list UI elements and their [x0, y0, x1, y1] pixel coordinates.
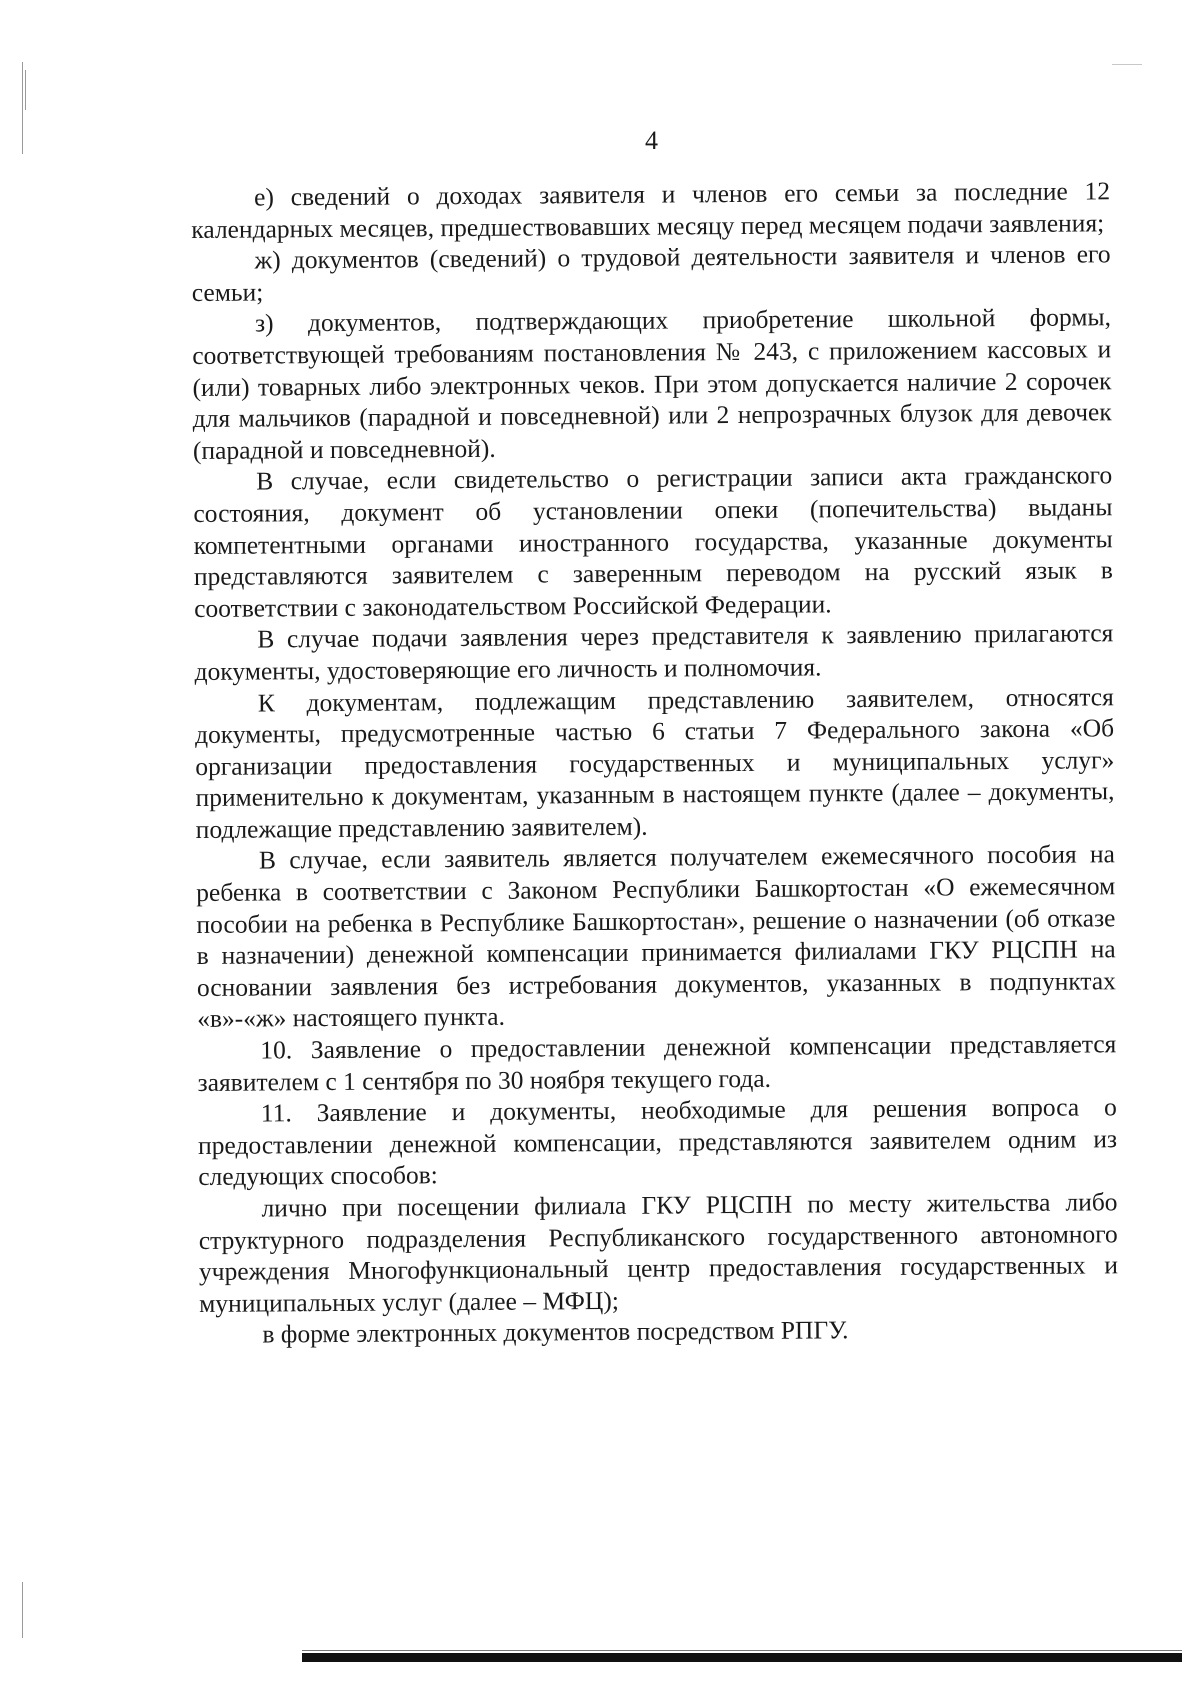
paragraph-item-zh: ж) документов (сведений) о трудовой деятельности заявителя и членов его семьи;: [191, 239, 1111, 307]
paragraph-applicant-documents: К документам, подлежащим представлению заявителем, относятся документы, предусмотренные частью 6 статьи 7 Федерального закона «Об организации предоставления государственных и муниципальных услуг» применительно к документам, указанным в настоящем пункте (далее – документы, подлежащие представлению заявителем).: [194, 681, 1115, 844]
scan-edge-mark: [25, 70, 26, 110]
paragraph-electronic: в форме электронных документов посредством РПГУ.: [262, 1315, 849, 1349]
paragraph-clause-11: 11. Заявление и документы, необходимые для решения вопроса о предоставлении денежной компенсации, представляются заявителем одним из следующих способов:: [197, 1092, 1118, 1192]
paragraph-item-e: е) сведений о доходах заявителя и членов его семьи за последние 12 календарных месяцев, предшествовавших месяцу перед месяцем подачи заявления;: [191, 176, 1111, 244]
scan-bottom-edge-bar: [302, 1653, 1182, 1662]
paragraph-foreign-documents: В случае, если свидетельство о регистрации записи акта гражданского состояния, документ об установлении опеки (попечительства) выданы компетентными органами иностранного государства, указанные документы представляются заявителем с заверенным переводом на русский язык в соответствии с законодательством Российской Федерации.: [193, 460, 1113, 623]
paragraph-item-z: з) документов, подтверждающих приобретение школьной формы, соответствующей требованиям постановления № 243, с приложением кассовых и (или) товарных либо электронных чеков. При этом допускается наличие 2 сорочек для мальчиков (парадной и повседневной) или 2 непрозрачных блузок для девочек (парадной и повседневной).: [192, 302, 1112, 465]
paragraph-representative: В случае подачи заявления через представителя к заявлению прилагаются документы, удостоверяющие его личность и полномочия.: [194, 618, 1114, 686]
scan-edge-mark: [1112, 64, 1142, 65]
page-number: 4: [645, 126, 658, 155]
scan-edge-mark: [22, 1582, 23, 1638]
paragraph-in-person: лично при посещении филиала ГКУ РЦСПН по месту жительства либо структурного подразделения Республиканского государственного автономного учреждения Многофункциональный центр предоставления государственных и муниципальных услуг (далее – МФЦ);: [198, 1187, 1119, 1318]
scan-bottom-edge-line: [302, 1650, 1182, 1651]
document-body: [191, 175, 1119, 1351]
paragraph-clause-10: 10. Заявление о предоставлении денежной компенсации представляется заявителем с 1 сентября по 30 ноября текущего года.: [197, 1029, 1117, 1097]
paragraph-monthly-allowance: В случае, если заявитель является получателем ежемесячного пособия на ребенка в соответствии с Законом Республики Башкортостан «О ежемесячном пособии на ребенка в Республике Башкортостан», решение о назначении (об отказе в назначении) денежной компенсации принимается филиалами ГКУ РЦСПН на основании заявления без истребования документов, указанных в подпунктах «в»-«ж» настоящего пункта.: [196, 839, 1116, 1034]
